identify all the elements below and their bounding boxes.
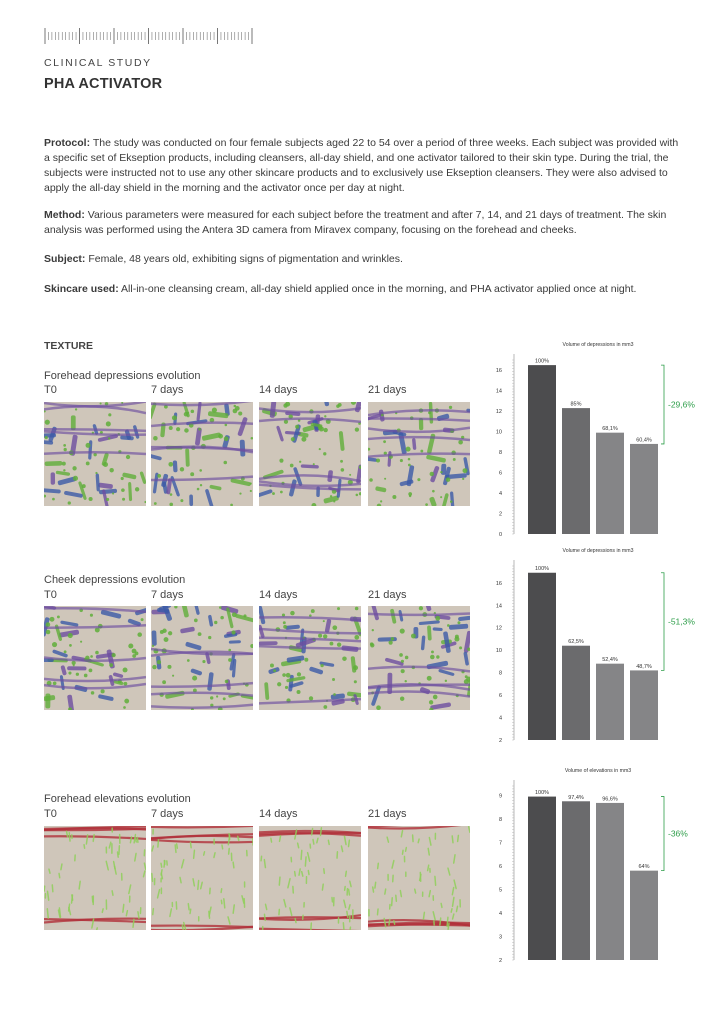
protocol-paragraph xyxy=(44,136,684,196)
timepoint-label: 7 days xyxy=(151,808,184,820)
y-tick-label: 4 xyxy=(498,715,502,722)
y-tick-label: 0 xyxy=(498,532,502,538)
skincare-paragraph xyxy=(44,282,684,297)
protocol-label: Protocol: xyxy=(44,137,91,149)
y-tick-label: 5 xyxy=(498,887,502,894)
section-label: TEXTURE xyxy=(44,340,94,352)
bar-value-label: 62,5% xyxy=(568,639,584,646)
timepoint-label: 7 days xyxy=(151,589,184,601)
bar xyxy=(630,670,658,740)
y-tick-label: 6 xyxy=(498,693,502,700)
y-tick-label: 12 xyxy=(495,625,502,632)
change-bracket xyxy=(661,797,664,871)
skin-map-image xyxy=(259,402,361,506)
subject-text: Female, 48 years old, exhibiting signs of pigmentation and wrinkles. xyxy=(85,253,403,265)
bar-value-label: 85% xyxy=(570,401,582,408)
subject-paragraph xyxy=(44,252,684,267)
y-tick-label: 14 xyxy=(495,603,502,610)
skin-map-image xyxy=(368,606,470,710)
header-ruler-ornament xyxy=(44,26,254,46)
y-tick-label: 2 xyxy=(498,738,502,744)
change-bracket xyxy=(661,573,664,671)
timepoint-label: T0 xyxy=(44,384,57,396)
bar-value-label: 100% xyxy=(534,790,550,797)
timepoint-label: 14 days xyxy=(259,589,298,601)
timepoint-label: 7 days xyxy=(151,384,184,396)
bar xyxy=(630,871,658,960)
skin-map-image xyxy=(44,606,146,710)
bar xyxy=(596,664,624,740)
subject-label: Subject: xyxy=(44,253,86,265)
y-tick-label: 3 xyxy=(498,934,502,941)
y-tick-label: 9 xyxy=(498,793,502,800)
y-tick-label: 2 xyxy=(498,511,502,518)
bar xyxy=(562,646,590,740)
bar xyxy=(630,444,658,534)
chart-title: Volume of elevations in mm3 xyxy=(564,768,632,774)
skin-map-image xyxy=(368,826,470,930)
bar-value-label: 96,6% xyxy=(602,796,618,803)
skin-map-image xyxy=(151,402,253,506)
skin-map-image xyxy=(151,826,253,930)
y-tick-label: 2 xyxy=(498,958,502,964)
y-tick-label: 6 xyxy=(498,863,502,870)
skincare-text: All-in-one cleansing cream, all-day shield applied once in the morning, and PHA activator applied once at night. xyxy=(118,283,637,295)
bar-value-label: 48,7% xyxy=(636,663,652,670)
skin-map-image xyxy=(151,606,253,710)
skin-map-image xyxy=(44,826,146,930)
bar xyxy=(528,573,556,740)
timepoint-label: 21 days xyxy=(368,384,407,396)
bar-value-label: 64% xyxy=(638,864,650,871)
bar xyxy=(528,797,556,960)
bar xyxy=(562,801,590,960)
method-text: Various parameters were measured for each subject before the treatment and after 7, 14, and 21 days of treatment. The skin analysis was performed using the Antera 3D camera from Miravex company, focusing on the forehead and cheeks. xyxy=(44,209,667,236)
bar xyxy=(562,408,590,534)
y-tick-label: 16 xyxy=(495,580,502,587)
bar xyxy=(596,803,624,960)
y-tick-label: 4 xyxy=(498,491,502,498)
timepoint-label: T0 xyxy=(44,589,57,601)
change-percentage: -36% xyxy=(668,828,688,839)
bar-value-label: 100% xyxy=(534,566,550,573)
y-tick-label: 8 xyxy=(498,450,502,457)
method-paragraph xyxy=(44,208,684,238)
change-bracket xyxy=(661,365,664,444)
timepoint-label: T0 xyxy=(44,808,57,820)
bar xyxy=(528,365,556,534)
group-title-forehead-depressions: Forehead depressions evolution xyxy=(44,370,201,382)
timepoint-label: 21 days xyxy=(368,589,407,601)
change-percentage: -51,3% xyxy=(668,616,695,627)
timepoint-label: 14 days xyxy=(259,808,298,820)
y-tick-label: 4 xyxy=(498,910,502,917)
y-tick-label: 10 xyxy=(495,648,502,655)
chart-title: Volume of depressions in mm3 xyxy=(562,548,634,554)
y-tick-label: 10 xyxy=(495,429,502,436)
chart-title: Volume of depressions in mm3 xyxy=(562,342,634,348)
protocol-text: The study was conducted on four female subjects aged 22 to 54 over a period of three weeks. Each subject was provided with a specific set of Ekseption products, including cleansers, all-day shield, and one activator tailored to their skin type. During the trial, the subjects were instructed not to use any other skincare products and to exclusively use Ekseption cleansers. They were also advised to apply the all-day shield in the morning and the activator once per day at night. xyxy=(44,137,679,194)
cheek-depressions-chart xyxy=(486,544,700,746)
change-percentage: -29,6% xyxy=(668,399,695,410)
y-tick-label: 16 xyxy=(495,368,502,375)
bar-value-label: 97,4% xyxy=(568,794,584,801)
y-tick-label: 12 xyxy=(495,409,502,416)
bar-value-label: 100% xyxy=(534,358,550,365)
group-title-cheek-depressions: Cheek depressions evolution xyxy=(44,574,186,586)
y-tick-label: 14 xyxy=(495,388,502,395)
y-tick-label: 8 xyxy=(498,670,502,677)
timepoint-label: 21 days xyxy=(368,808,407,820)
bar-value-label: 52,4% xyxy=(602,657,618,664)
method-label: Method: xyxy=(44,209,85,221)
forehead-elevations-chart xyxy=(486,764,700,966)
skin-map-image xyxy=(368,402,470,506)
skin-map-image xyxy=(259,826,361,930)
page-title: PHA ACTIVATOR xyxy=(44,76,163,92)
skin-map-image xyxy=(259,606,361,710)
bar-value-label: 60,4% xyxy=(636,437,652,444)
y-tick-label: 8 xyxy=(498,816,502,823)
y-tick-label: 7 xyxy=(498,840,502,847)
kicker-label: CLINICAL STUDY xyxy=(44,57,152,69)
forehead-depressions-chart xyxy=(486,338,700,540)
bar-value-label: 68,1% xyxy=(602,426,618,433)
skincare-label: Skincare used: xyxy=(44,283,119,295)
bar xyxy=(596,433,624,534)
y-tick-label: 6 xyxy=(498,470,502,477)
skin-map-image xyxy=(44,402,146,506)
group-title-forehead-elevations: Forehead elevations evolution xyxy=(44,793,191,805)
timepoint-label: 14 days xyxy=(259,384,298,396)
